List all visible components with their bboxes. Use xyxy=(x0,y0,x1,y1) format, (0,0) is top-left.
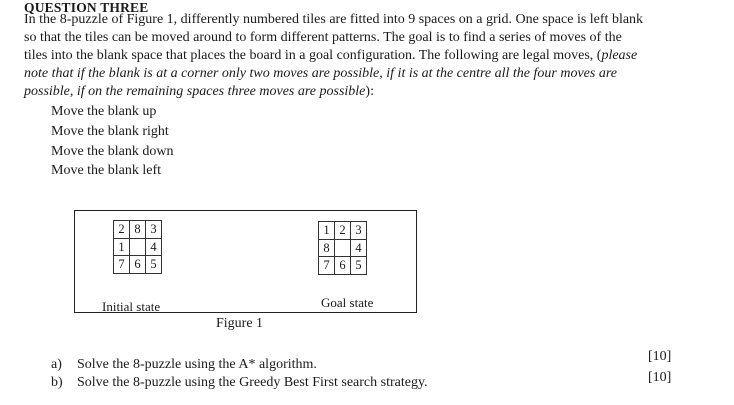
goal-tile: 4 xyxy=(351,239,367,257)
goal-blank-tile xyxy=(335,239,351,257)
move-up: Move the blank up xyxy=(51,104,157,119)
question-b-text: Solve the 8-puzzle using the Greedy Best First search strategy. xyxy=(77,375,428,390)
paragraph-line-5-text: ): xyxy=(365,84,374,99)
initial-tile: 2 xyxy=(114,221,130,239)
initial-tile: 7 xyxy=(114,256,130,274)
legal-moves-list xyxy=(51,102,173,181)
goal-state-caption: Goal state xyxy=(321,295,374,310)
question-a-text: Solve the 8-puzzle using the A* algorithm. xyxy=(77,357,317,372)
paragraph-line-5-italic: possible, if on the remaining spaces three moves are possible xyxy=(24,84,366,99)
initial-blank-tile xyxy=(130,238,146,256)
goal-tile: 7 xyxy=(319,257,335,275)
initial-tile: 4 xyxy=(146,238,162,256)
paragraph-line-3 xyxy=(24,48,637,64)
paragraph-line-4-italic: note that if the blank is at a corner only two moves are possible, if it is at the centre all the four moves are xyxy=(24,66,617,81)
initial-tile: 6 xyxy=(130,256,146,274)
question-b xyxy=(51,375,428,391)
initial-tile: 3 xyxy=(146,221,162,239)
move-down: Move the blank down xyxy=(51,143,174,159)
question-b-label: b) xyxy=(51,375,63,390)
initial-state-caption: Initial state xyxy=(102,299,161,314)
move-left: Move the blank left xyxy=(51,163,162,179)
goal-state-grid xyxy=(318,221,367,275)
goal-tile: 1 xyxy=(319,222,335,240)
initial-state-grid xyxy=(113,220,162,274)
figure-label: Figure 1 xyxy=(216,316,264,331)
paragraph-line-4 xyxy=(24,66,617,82)
goal-tile: 2 xyxy=(335,222,351,240)
paragraph-line-3-italic: please xyxy=(601,48,638,63)
initial-tile: 1 xyxy=(114,238,130,256)
goal-tile: 3 xyxy=(351,222,367,240)
paragraph-line-5 xyxy=(24,84,374,100)
goal-tile: 8 xyxy=(319,239,335,257)
initial-tile: 8 xyxy=(130,221,146,239)
paragraph-line-1: In the 8-puzzle of Figure 1, differently numbered tiles are fitted into 9 spaces on a grid. One space is left blank xyxy=(24,12,644,27)
goal-tile: 5 xyxy=(351,257,367,275)
paragraph-line-2: so that the tiles can be moved around to form different patterns. The goal is to find a series of moves of the xyxy=(24,30,622,45)
question-heading: QUESTION THREE xyxy=(24,0,149,15)
paragraph-line-3-text: tiles into the blank space that places the board in a goal configuration. The following are legal moves, ( xyxy=(24,48,602,63)
initial-tile: 5 xyxy=(146,256,162,274)
move-right: Move the blank right xyxy=(51,123,169,139)
question-a xyxy=(51,357,317,373)
marks-b: [10] xyxy=(648,370,672,385)
marks-a: [10] xyxy=(648,349,672,364)
figure-box xyxy=(74,210,417,313)
question-a-label: a) xyxy=(51,357,62,372)
goal-tile: 6 xyxy=(335,257,351,275)
